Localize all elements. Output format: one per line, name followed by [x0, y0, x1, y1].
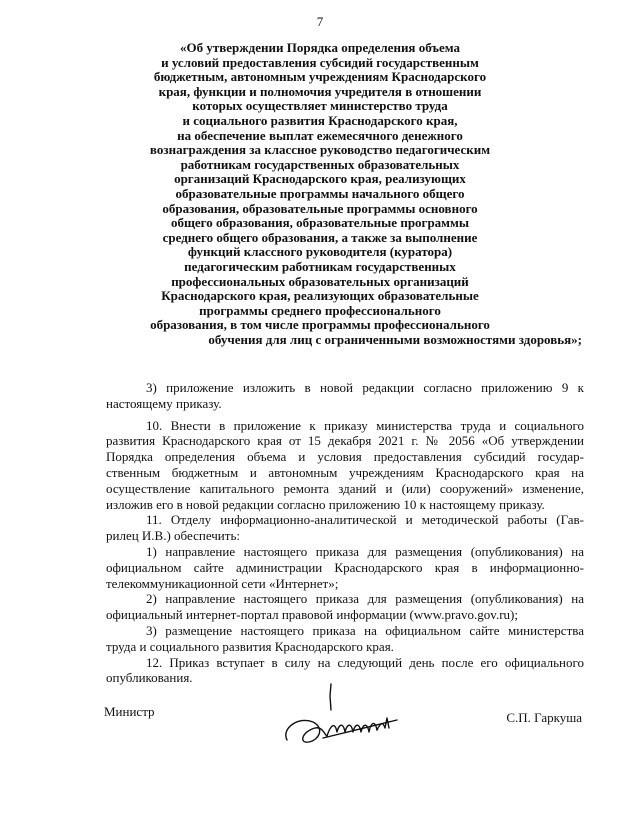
paragraph-line: официальном сайте администрации Краснодарского края в информационно- [106, 559, 584, 575]
title-line: организаций Краснодарского края, реализующих [174, 171, 466, 187]
title-line: программы среднего профессионального [199, 302, 441, 318]
title-line: среднего общего образования, а также за выполнение [162, 229, 478, 245]
title-line: образования, образовательные программы основного [162, 200, 478, 216]
paragraph-line: труда и социального развития Краснодарского края. [106, 638, 394, 654]
title-line: общего образования, образовательные программы [170, 215, 470, 231]
title-line: работникам государственных образовательных [180, 156, 460, 172]
title-line: образовательные программы начального общего [175, 185, 465, 201]
signer-name: С.П. Гаркуша [506, 710, 582, 725]
title-line: которых осуществляет министерство труда [192, 98, 448, 114]
title-line: вознаграждения за классное руководство педагогическим [149, 142, 491, 158]
paragraph-line: Порядка определения объема и условия предоставления субсидий государ- [106, 449, 584, 465]
signature-block [104, 702, 586, 752]
signer-position: Министр [104, 704, 155, 719]
title-line: педагогическим работникам государственных [184, 258, 456, 274]
paragraph-line: 1) направление настоящего приказа для размещения (опубликования) на [146, 543, 584, 559]
paragraph-line: телекоммуникационной сети «Интернет»; [106, 575, 339, 591]
paragraph-line: 12. Приказ вступает в силу на следующий день после его официального [146, 654, 584, 670]
title-line: «Об утверждении Порядка определения объема [179, 40, 461, 55]
body-text [106, 380, 584, 686]
paragraph-line: 2) направление настоящего приказа для размещения (опубликования) на [146, 591, 584, 607]
paragraph-line: 3) размещение настоящего приказа на официальном сайте министерства [146, 622, 584, 638]
title-line: обучения для лиц с ограниченными возможностями здоровья»; [208, 331, 582, 347]
title-line: и условий предоставления субсидий государственным [161, 54, 479, 70]
paragraph-line: осуществление капитального ремонта зданий и (или) сооружений» изменение, [106, 480, 584, 496]
paragraph-line: рилец И.В.) обеспечить: [106, 528, 240, 544]
paragraph-line: опубликования. [106, 670, 193, 686]
quoted-title-block [120, 40, 582, 347]
paragraph-line: настоящему приказу. [106, 395, 222, 411]
paragraph-line: 10. Внести в приложение к приказу министерства труда и социального [146, 417, 584, 433]
paragraph-line: развития Краснодарского края от 15 декабря 2021 г. № 2056 «Об утверждении [106, 433, 584, 449]
handwritten-signature [279, 682, 419, 752]
paragraph-line: изложив его в новой редакции согласно приложению 10 к настоящему приказу. [106, 496, 545, 512]
title-line: образования, в том числе программы профессионального [150, 317, 490, 333]
title-line: функций классного руководителя (куратора) [187, 244, 453, 260]
title-line: профессиональных образовательных организаций [171, 273, 469, 289]
title-line: Краснодарского края, реализующих образовательные [161, 288, 479, 304]
paragraph-line: 3) приложение изложить в новой редакции согласно приложению 9 к [146, 380, 584, 395]
paragraph-line: ственным бюджетным и автономным учреждениям Краснодарского края на [106, 464, 584, 480]
title-line: и социального развития Краснодарского края, [182, 112, 458, 128]
title-line: края, функции и полномочия учредителя в отношении [158, 83, 482, 99]
page-number: 7 [316, 14, 324, 29]
paragraph-line: официальный интернет-портал правовой информации (www.pravo.gov.ru); [106, 607, 518, 623]
title-line: на обеспечение выплат ежемесячного денежного [177, 127, 463, 143]
title-line: бюджетным, автономным учреждениям Краснодарского [153, 69, 487, 85]
paragraph-line: 11. Отделу информационно-аналитической и методической работы (Гав- [146, 512, 584, 528]
